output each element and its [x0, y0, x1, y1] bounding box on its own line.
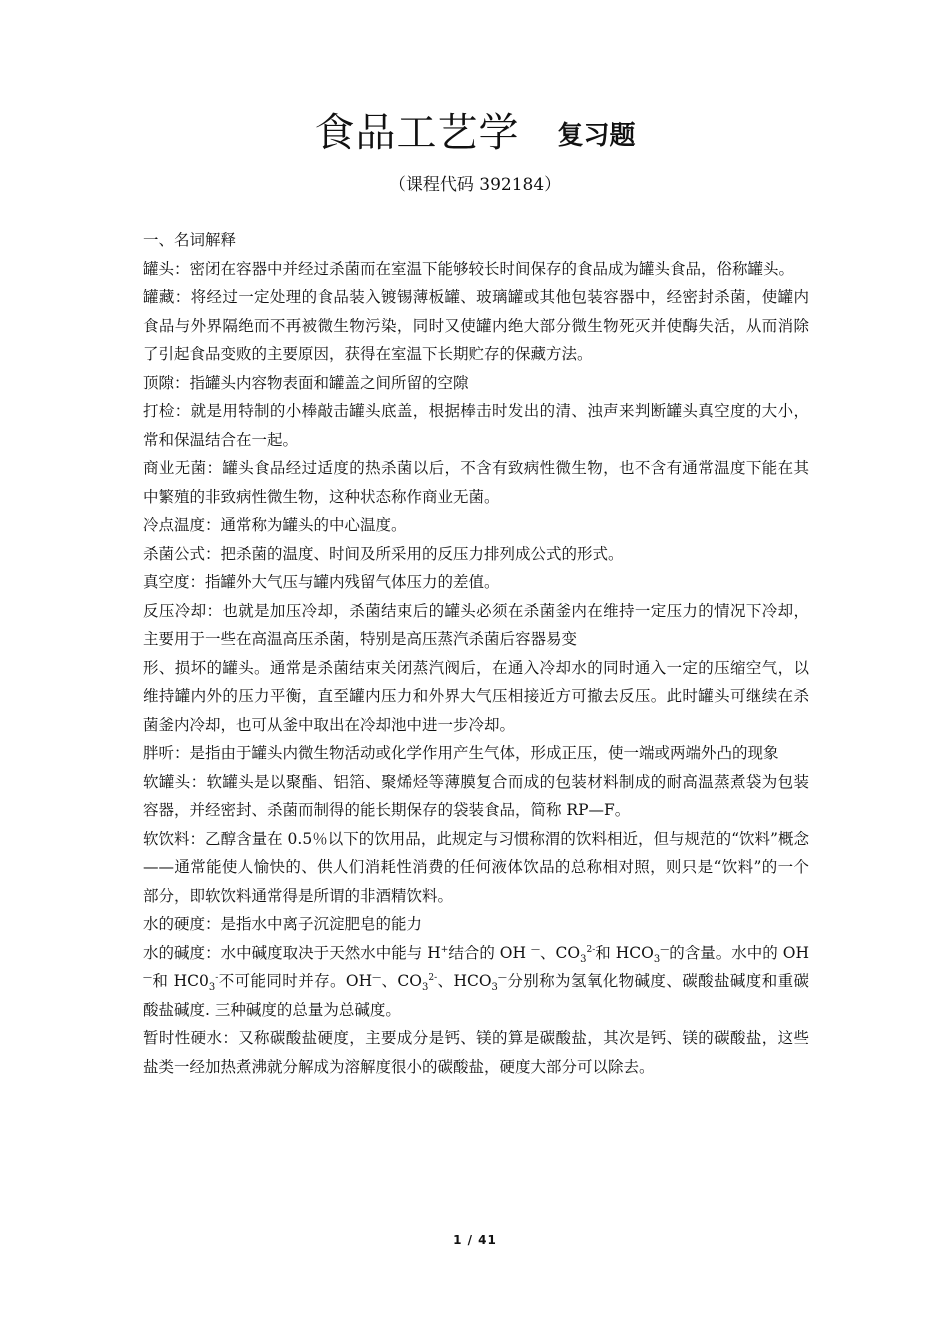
- alkalinity-text-4: 和 HCO: [595, 943, 654, 962]
- alkalinity-text-6: 和 HC0: [152, 972, 209, 990]
- term-pressure-cooling-continued: 形、损坏的罐头。通常是杀菌结束关闭蒸汽阀后，在通入冷却水的同时通入一定的压缩空气，以维持罐内外的压力平衡，直至罐内压力和外界大气压相接近方可撤去反压。此时罐头可继续在杀菌釜内冷却，也可从釜中取出在冷却池中进一步冷却。: [143, 658, 809, 734]
- term-water-alkalinity: [143, 939, 809, 1025]
- hco3b-subscript: 3: [491, 982, 498, 994]
- co3-superscript: 2-: [586, 944, 596, 955]
- page-number: 1 / 41: [453, 1233, 497, 1247]
- term-sterilization-formula: 杀菌公式：把杀菌的温度、时间及所采用的反压力排列成公式的形式。: [143, 544, 624, 563]
- hc03-superscript: -: [215, 972, 219, 983]
- section-heading: 一、名词解释: [143, 231, 237, 249]
- oh-superscript: —: [530, 944, 540, 955]
- hco3b-superscript: —: [497, 972, 507, 983]
- term-soft-drink: 软饮料：乙醇含量在 0.5％以下的饮用品，此规定与习惯称渭的饮料相近，但与规范的“饮料”概念——通常能使人愉快的、供人们消耗性消费的任何液体饮品的总称相对照，则只是“饮料”的一个部分，即软饮料通常得是所谓的非酒精饮料。: [143, 829, 809, 905]
- alkalinity-text-7: 不可能同时并存。OH: [218, 972, 373, 990]
- alkalinity-text-10: 分别称为氢氧化物碱度、碳酸盐碱度和重碳酸盐碱度. 三种碱度的总量为总碱度。: [143, 972, 809, 1019]
- hco3-subscript: 3: [653, 953, 661, 965]
- term-water-hardness: 水的硬度：是指水中离子沉淀肥皂的能力: [143, 915, 423, 933]
- title-row: [0, 92, 950, 158]
- co3b-superscript: 2-: [428, 972, 438, 983]
- term-headspace: 顶隙：指罐头内容物表面和罐盖之间所留的空隙: [143, 373, 469, 392]
- document-subtitle: 复习题: [557, 121, 636, 151]
- term-canning: 罐藏：将经过一定处理的食品装入镀锡薄板罐、玻璃罐或其他包装容器中，经密封杀菌，使罐内食品与外界隔绝而不再被微生物污染，同时又使罐内绝大部分微生物死灭并使酶失活，从而消除了引起食品变败的主要原因，获得在室温下长期贮存的保藏方法。: [143, 288, 809, 363]
- hco3-superscript: —: [660, 944, 670, 955]
- alkalinity-text-9: 、HCO: [437, 972, 492, 990]
- hc03-subscript: 3: [208, 982, 216, 994]
- alkalinity-text-2: 结合的 OH: [448, 943, 531, 962]
- alkalinity-text-3: 、CO: [539, 943, 581, 962]
- term-canned-food: 罐头：密闭在容器中并经过杀菌而在室温下能够较长时间保存的食品成为罐头食品，俗称罐头。: [143, 259, 795, 278]
- course-code: （课程代码 392184）: [388, 175, 562, 195]
- term-vacuum-degree: 真空度：指罐外大气压与罐内残留气体压力的差值。: [143, 573, 500, 591]
- co3b-subscript: 3: [422, 982, 429, 994]
- h-superscript: +: [440, 944, 449, 955]
- term-pressure-cooling: 反压冷却：也就是加压冷却，杀菌结束后的罐头必须在杀菌釜内在维持一定压力的情况下冷却，主要用于一些在高温高压杀菌，特别是高压蒸汽杀菌后容器易变: [143, 601, 809, 648]
- alkalinity-text-8: 、CO: [381, 972, 422, 990]
- term-commercial-sterility: 商业无菌：罐头食品经过适度的热杀菌以后，不含有致病性微生物，也不含有通常温度下能在其中繁殖的非致病性微生物，这种状态称作商业无菌。: [143, 459, 809, 506]
- oh2-superscript: —: [143, 972, 152, 983]
- term-cold-point-temperature: 冷点温度：通常称为罐头的中心温度。: [143, 516, 407, 534]
- term-temporary-hardness: 暂时性硬水：又称碳酸盐硬度，主要成分是钙、镁的算是碳酸盐，其次是钙、镁的碳酸盐，这些盐类一经加热煮沸就分解成为溶解度很小的碳酸盐，硬度大部分可以除去。: [143, 1029, 809, 1076]
- alkalinity-text-1: 水的碱度：水中碱度取决于天然水中能与 H: [143, 943, 441, 962]
- document-body: [143, 226, 809, 1081]
- term-tap-test: 打检：就是用特制的小棒敲击罐头底盖，根据棒击时发出的清、浊声来判断罐头真空度的大小，常和保温结合在一起。: [143, 402, 809, 449]
- oh3-superscript: —: [372, 972, 382, 983]
- document-title: 食品工艺学: [314, 110, 520, 156]
- term-retort-pouch: 软罐头：软罐头是以聚酯、铝箔、聚烯烃等薄膜复合而成的包装材料制成的耐高温蒸煮袋为包装容器，并经密封、杀菌而制得的能长期保存的袋装食品，简称 RP—F。: [143, 772, 809, 819]
- alkalinity-text-5: 的含量。水中的 OH: [669, 943, 809, 962]
- co3-subscript: 3: [580, 953, 587, 965]
- term-swell: 胖听：是指由于罐头内微生物活动或化学作用产生气体，形成正压，使一端或两端外凸的现象: [143, 744, 779, 762]
